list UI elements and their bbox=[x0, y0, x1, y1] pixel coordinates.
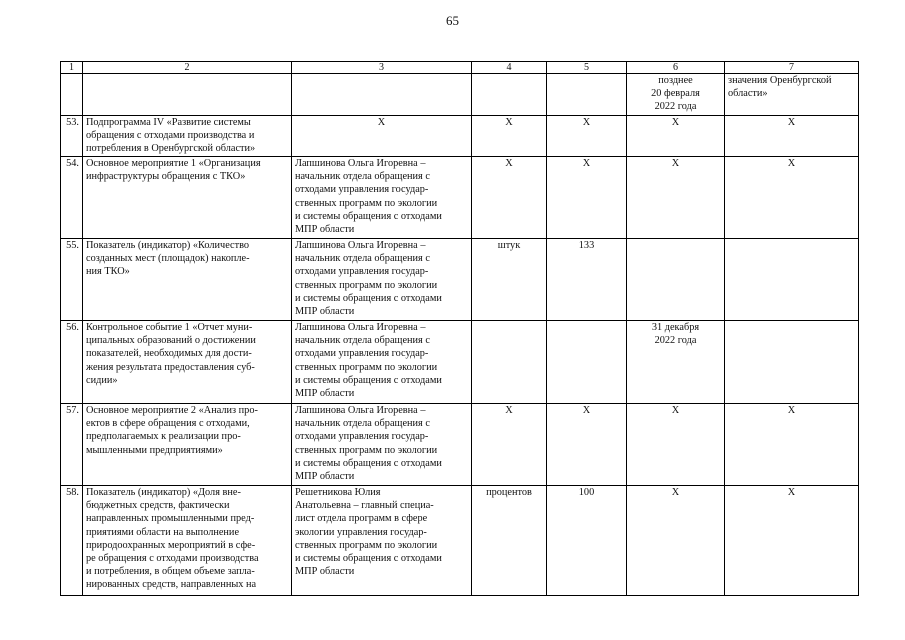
note-cell: значения Оренбургской области» bbox=[725, 74, 859, 116]
row-deadline: X bbox=[627, 157, 725, 239]
column-number: 1 bbox=[61, 62, 83, 74]
row-unit: штук bbox=[472, 239, 547, 321]
column-number: 2 bbox=[83, 62, 292, 74]
row-note: X bbox=[725, 116, 859, 157]
table-row bbox=[61, 157, 859, 239]
row-unit: процентов bbox=[472, 486, 547, 596]
row-name: Основное мероприятие 1 «Организация инфраструктуры обращения с ТКО» bbox=[83, 157, 292, 239]
row-name: Показатель (индикатор) «Доля вне- бюджетных средств, фактически направленных промышленными пред- приятиями области на выполнение природоохранных мероприятий в сфе- ре обращения с отходами производства и потребления, в общем объеме запла- нированных средств, направленных на bbox=[83, 486, 292, 596]
row-value: X bbox=[547, 157, 627, 239]
row-responsible: Решетникова Юлия Анатольевна – главный специа- лист отдела программ в сфере экологии управления государ- ственных программ по экологии и системы обращения с отходами МПР области bbox=[292, 486, 472, 596]
page-number: 65 bbox=[446, 13, 459, 28]
table-row bbox=[61, 116, 859, 157]
plan-table bbox=[60, 61, 859, 596]
row-number: 54. bbox=[61, 157, 83, 239]
row-unit: X bbox=[472, 116, 547, 157]
row-note: X bbox=[725, 157, 859, 239]
row-deadline: X bbox=[627, 404, 725, 486]
row-responsible: Лапшинова Ольга Игоревна – начальник отдела обращения с отходами управления государ- ственных программ по экологии и системы обращения с отходами МПР области bbox=[292, 404, 472, 486]
row-deadline: X bbox=[627, 486, 725, 596]
row-unit bbox=[472, 321, 547, 404]
table-row bbox=[61, 486, 859, 596]
row-number: 53. bbox=[61, 116, 83, 157]
row-value: X bbox=[547, 116, 627, 157]
row-value: X bbox=[547, 404, 627, 486]
row-unit: X bbox=[472, 157, 547, 239]
row-responsible: Лапшинова Ольга Игоревна – начальник отдела обращения с отходами управления государ- ственных программ по экологии и системы обращения с отходами МПР области bbox=[292, 321, 472, 404]
row-deadline: 31 декабря 2022 года bbox=[627, 321, 725, 404]
continuation-row bbox=[61, 74, 859, 116]
row-responsible: Лапшинова Ольга Игоревна – начальник отдела обращения с отходами управления государ- ственных программ по экологии и системы обращения с отходами МПР области bbox=[292, 157, 472, 239]
row-unit: X bbox=[472, 404, 547, 486]
row-value: 100 bbox=[547, 486, 627, 596]
row-name: Показатель (индикатор) «Количество созданных мест (площадок) накопле- ния ТКО» bbox=[83, 239, 292, 321]
row-value: 133 bbox=[547, 239, 627, 321]
row-responsible: X bbox=[292, 116, 472, 157]
row-number: 57. bbox=[61, 404, 83, 486]
deadline-cell: позднее 20 февраля 2022 года bbox=[627, 74, 725, 116]
row-deadline: X bbox=[627, 116, 725, 157]
column-number: 4 bbox=[472, 62, 547, 74]
column-number: 6 bbox=[627, 62, 725, 74]
row-note bbox=[725, 321, 859, 404]
row-responsible: Лапшинова Ольга Игоревна – начальник отдела обращения с отходами управления государ- ственных программ по экологии и системы обращения с отходами МПР области bbox=[292, 239, 472, 321]
table-row bbox=[61, 321, 859, 404]
row-name: Контрольное событие 1 «Отчет муни- ципальных образований о достижении показателей, необходимых для дости- жения результата предоставления суб- сидии» bbox=[83, 321, 292, 404]
row-number: 56. bbox=[61, 321, 83, 404]
row-name: Основное мероприятие 2 «Анализ про- ектов в сфере обращения с отходами, предполагаемых к реализации про- мышленными предприятиями» bbox=[83, 404, 292, 486]
row-deadline bbox=[627, 239, 725, 321]
row-value bbox=[547, 321, 627, 404]
row-name: Подпрограмма IV «Развитие системы обращения с отходами производства и потребления в Оренбургской области» bbox=[83, 116, 292, 157]
row-number: 58. bbox=[61, 486, 83, 596]
row-note: X bbox=[725, 404, 859, 486]
column-number: 7 bbox=[725, 62, 859, 74]
row-note: X bbox=[725, 486, 859, 596]
row-note bbox=[725, 239, 859, 321]
row-number: 55. bbox=[61, 239, 83, 321]
table-row bbox=[61, 404, 859, 486]
column-number: 3 bbox=[292, 62, 472, 74]
column-number: 5 bbox=[547, 62, 627, 74]
column-number-row bbox=[61, 62, 859, 74]
table-row bbox=[61, 239, 859, 321]
